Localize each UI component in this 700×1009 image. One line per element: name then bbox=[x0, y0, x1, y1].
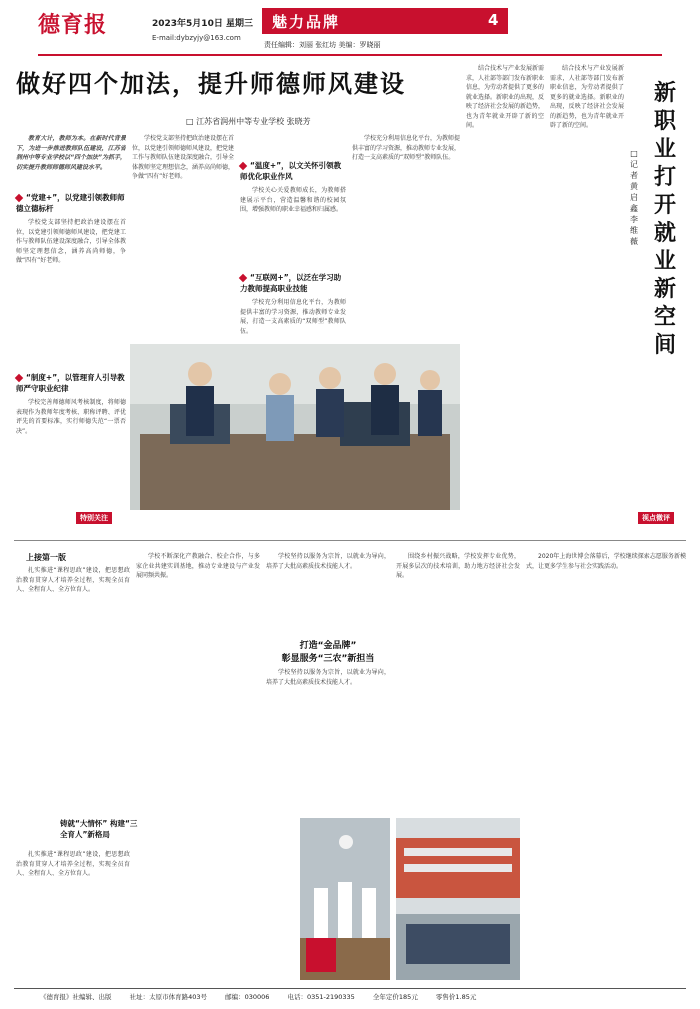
footer-phone: 电话：0351-2190335 bbox=[287, 993, 355, 1001]
side-article-byline: □ 记者 黄启 鑫 李维薇 bbox=[630, 149, 638, 246]
page-number: 4 bbox=[488, 11, 499, 29]
column-6-paragraph: 结合技术与产业发展新需求，人社部等部门发布新职业信息，为劳动者提供了更多的就业选择。新职业的出现，反映了经济社会发展的新趋势，也为青年就业开辟了新的空间。 bbox=[550, 65, 624, 129]
bottom-col-4-paragraph: 围绕乡村振兴战略，学校发挥专业优势，开展多层次的技术培训，助力地方经济社会发展。 bbox=[396, 553, 520, 579]
section-4-paragraph: 学校充分利用信息化平台，为教师提供丰富的学习资源，推动教师专业发展，打造一支高素质的“双师型”教师队伍。 bbox=[240, 299, 346, 335]
section-2-paragraph: 学校完善师德师风考核制度，将师德表现作为教师年度考核、职称评聘、评优评先的首要标准，实行师德失范“一票否决”。 bbox=[16, 399, 126, 435]
footer-address: 社址：太原市体育路403号 bbox=[129, 993, 207, 1001]
campus-photo bbox=[396, 818, 520, 980]
main-headline: 做好四个加法，提升师德师风建设 bbox=[16, 70, 406, 98]
bottom-col-2 bbox=[136, 552, 260, 982]
bottom-col-1-paragraph: 扎实推进“课程思政”建设，把思想政治教育贯穿人才培养全过程，实现全员育人、全程育人、全方位育人。 bbox=[16, 567, 130, 593]
continued-label bbox=[26, 552, 126, 563]
bottom-subhead-text: 铸就“大情怀” 构建“三全育人”新格局 bbox=[60, 819, 138, 839]
lead-paragraph: 教育大计，教师为本。在新时代背景下，为进一步推进教师队伍建设，江苏省润州中等专业学校以“四个加法”为抓手，切实提升教师师德师风建设水平。 bbox=[16, 135, 126, 171]
bottom-col-5 bbox=[526, 552, 686, 982]
section-2-title-text: “制度+”，以管理育人引导教师严守职业纪律 bbox=[16, 373, 125, 393]
footer-annual-price: 全年定价185元 bbox=[372, 993, 418, 1001]
issue-date: 2023年5月10日 星期三 bbox=[152, 19, 253, 29]
article-lead bbox=[16, 134, 126, 192]
section-4-title bbox=[240, 272, 346, 294]
section-4-body bbox=[240, 298, 346, 338]
footer-publisher: 《德育报》社编辑、出版 bbox=[40, 993, 112, 1001]
column-4-body bbox=[352, 134, 460, 334]
section-1-title-text: “党建+”，以党建引领教师师德立德标杆 bbox=[16, 193, 125, 213]
volleyball-photo bbox=[300, 818, 390, 980]
gold-brand-title bbox=[268, 638, 388, 664]
section-1-title bbox=[16, 192, 126, 214]
editors-line: 责任编辑：刘丽 张红坊 美编：罗晓丽 bbox=[264, 41, 381, 49]
side-article-title: 新职业打开就业新空间 bbox=[653, 81, 676, 358]
bottom-col-2-paragraph: 学校不断深化产教融合、校企合作，与多家企业共建实训基地，推动专业建设与产业发展同频共振。 bbox=[136, 553, 260, 579]
bottom-subhead bbox=[60, 818, 140, 840]
footer bbox=[40, 992, 660, 1001]
gold-brand-title-line-1: 打造“金品牌” bbox=[299, 641, 357, 651]
masthead bbox=[38, 6, 668, 52]
diamond-bullet-icon bbox=[239, 274, 247, 282]
section-2-title bbox=[16, 372, 126, 394]
newspaper-logo: 德育报 bbox=[38, 12, 108, 38]
main-byline: □ 江苏省润州中等专业学校 张晓芳 bbox=[186, 117, 311, 126]
bottom-col-1 bbox=[16, 566, 130, 816]
bottom-col-1b bbox=[16, 850, 130, 982]
section-3-paragraph: 学校关心关爱教师成长，为教师搭建展示平台，营造温馨和谐的校园氛围，增强教师的职业幸福感和归属感。 bbox=[240, 187, 346, 213]
gold-brand-title-line-2: 彰显服务“三农”新担当 bbox=[281, 654, 375, 664]
bottom-col-3b-paragraph: 学校坚持以服务为宗旨，以就业为导向，培养了大批高素质技术技能人才。 bbox=[266, 669, 390, 686]
section-2-body bbox=[16, 398, 126, 478]
column-5-body bbox=[466, 64, 544, 534]
section-3-body bbox=[240, 186, 346, 272]
volleyball-illustration bbox=[300, 818, 390, 980]
bottom-col-3b bbox=[266, 668, 390, 808]
diamond-bullet-icon bbox=[15, 194, 23, 202]
bottom-col-3-paragraph: 学校坚持以服务为宗旨，以就业为导向，培养了大批高素质技术技能人才。 bbox=[266, 553, 390, 570]
view-comment-tag: 视点微评 bbox=[638, 512, 674, 524]
column-5-paragraph: 结合技术与产业发展新需求，人社部等部门发布新职业信息，为劳动者提供了更多的就业选择。新职业的出现，反映了经济社会发展的新趋势，也为青年就业开辟了新的空间。 bbox=[466, 65, 544, 129]
continued-label-text: 上接第一版 bbox=[26, 553, 66, 562]
section-3-title bbox=[240, 160, 346, 182]
column-4-paragraph: 学校充分利用信息化平台，为教师提供丰富的学习资源，推动教师专业发展，打造一支高素质的“双师型”教师队伍。 bbox=[352, 135, 460, 161]
section-name: 魅力品牌 bbox=[272, 13, 341, 31]
bottom-col-4 bbox=[396, 552, 520, 812]
section-1-paragraph: 学校党支部坚持把政治建设摆在首位，以党建引领师德师风建设，把党建工作与教师队伍建设深度融合，引导全体教师坚定理想信念，涵养高尚师德，争做“四有”好老师。 bbox=[16, 219, 126, 264]
diamond-bullet-icon bbox=[239, 162, 247, 170]
bottom-col-1b-paragraph: 扎实推进“课程思政”建设，把思想政治教育贯穿人才培养全过程，实现全员育人、全程育人、全方位育人。 bbox=[16, 851, 130, 877]
contact-email: E-mail:dybzyjy@163.com bbox=[152, 34, 241, 42]
special-focus-tag: 特别关注 bbox=[76, 512, 112, 524]
column-2-body bbox=[132, 134, 234, 334]
footer-retail-price: 零售价1.85元 bbox=[435, 993, 477, 1001]
mid-page-divider bbox=[14, 540, 686, 541]
section-3-title-text: “温度+”，以文关怀引领教师优化职业作风 bbox=[240, 161, 342, 181]
column-2-paragraph: 学校党支部坚持把政治建设摆在首位，以党建引领师德师风建设，把党建工作与教师队伍建设深度融合，引导全体教师坚定理想信念，涵养高尚师德，争做“四有”好老师。 bbox=[132, 135, 234, 180]
column-6-body bbox=[550, 64, 624, 534]
section-4-title-text: “互联网+”，以泛在学习助力教师提高职业技能 bbox=[240, 273, 342, 293]
bottom-col-5-paragraph: 2020年上海世博会落幕后，学校继续探索志愿服务新模式，让更多学生参与社会实践活动。 bbox=[526, 553, 686, 570]
campus-illustration bbox=[396, 818, 520, 980]
classroom-photo bbox=[130, 344, 460, 510]
masthead-divider bbox=[38, 54, 662, 56]
bottom-col-3 bbox=[266, 552, 390, 634]
classroom-illustration bbox=[130, 344, 460, 510]
footer-divider bbox=[14, 988, 686, 989]
section-1-body bbox=[16, 218, 126, 378]
diamond-bullet-icon bbox=[15, 374, 23, 382]
footer-postcode: 邮编：030006 bbox=[225, 993, 270, 1001]
